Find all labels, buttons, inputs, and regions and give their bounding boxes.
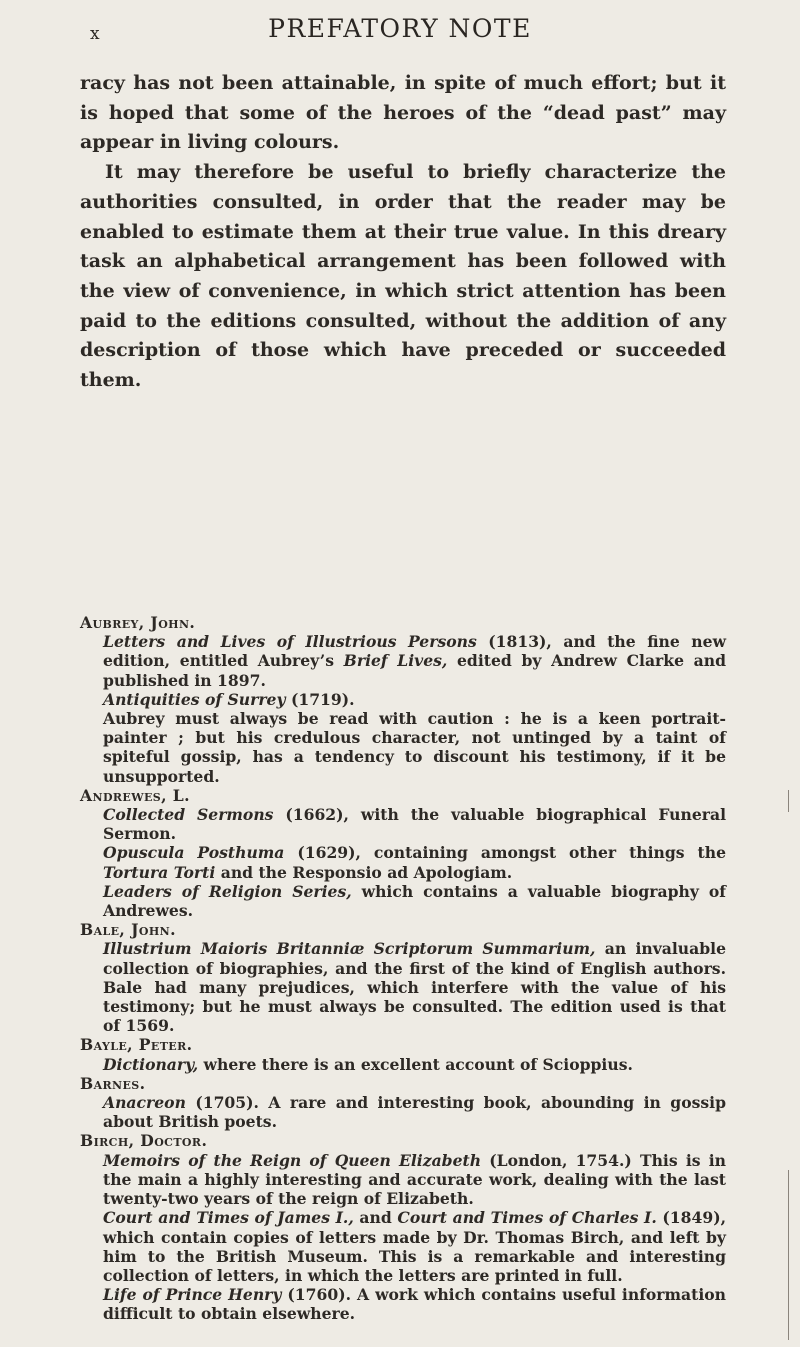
work-text: which contains a valuable biography of Andrewes. <box>103 881 727 921</box>
work-title: Memoirs of the Reign of Queen Elizabeth <box>103 1150 482 1170</box>
work-description <box>80 805 726 843</box>
work-title: Letters and Lives of Illustrious Persons <box>103 632 477 652</box>
work-title: Antiquities of Surrey <box>103 689 286 709</box>
intro-paragraph-1: racy has not been attainable, in spite of much effort; but it is hoped that some of the heroes of the “dead past” may appear in living colours. <box>80 72 726 154</box>
work-text: (1629), containing amongst other things the <box>284 843 726 863</box>
work-description <box>80 882 726 920</box>
work-text: where there is an excellent account of Scioppius. <box>198 1054 633 1074</box>
work-description <box>80 632 726 690</box>
margin-mark <box>788 790 789 812</box>
work-description <box>80 1093 726 1131</box>
authority-entry <box>80 920 726 1035</box>
work-description <box>80 1208 726 1285</box>
authority-entry <box>80 1035 726 1073</box>
work-description <box>80 1055 726 1074</box>
work-title: Court and Times of Charles I. <box>397 1208 657 1228</box>
work-description <box>80 1285 726 1323</box>
work-text: an invaluable collection of biographies, and the first of the kind of English authors. Bale had many prejudices, which interfere with the value of his testimony; but he must always be consulted. The edition used is that of 1569. <box>103 939 726 1036</box>
authority-entry <box>80 1131 726 1323</box>
page-header <box>0 14 800 54</box>
work-text: and the Responsio ad Apologiam. <box>215 862 513 882</box>
intro-text <box>80 69 726 396</box>
work-title: Brief Lives, <box>343 651 448 671</box>
author-name: Andrewes, L. <box>80 785 190 805</box>
work-text: (1662), with the valuable biographical Funeral Sermon. <box>103 805 727 844</box>
author-name: Barnes. <box>80 1073 146 1093</box>
running-title: PREFATORY NOTE <box>268 14 532 43</box>
page-edge-shadow <box>788 1170 789 1340</box>
work-text: and <box>353 1208 398 1228</box>
author-name: Bayle, Peter. <box>80 1035 193 1055</box>
authority-entry <box>80 1074 726 1132</box>
author-name: Birch, Doctor. <box>80 1131 208 1151</box>
author-name: Aubrey, John. <box>80 613 196 632</box>
work-text: (1813), and the fine new edition, entitled Aubrey’s <box>103 632 726 671</box>
authority-entry <box>80 786 726 920</box>
work-title: Life of Prince Henry <box>103 1285 282 1305</box>
authorities-list <box>80 613 726 1324</box>
work-title: Illustrium Maioris Britanniæ Scriptorum Summarium, <box>103 939 596 959</box>
work-text: (1719). <box>285 689 355 709</box>
work-title: Leaders of Religion Series, <box>103 881 352 901</box>
work-text: (1705). A rare and interesting book, abounding in gossip about British poets. <box>103 1093 726 1132</box>
work-text: Aubrey must always be read with caution : he is a keen portrait-painter ; but his credulous character, not untinged by a taint of spiteful gossip, has a tendency to discount his testimony, if it be unsupported. <box>103 709 726 786</box>
work-description <box>80 690 726 709</box>
work-description <box>80 709 726 786</box>
work-text: (1849), which contain copies of letters made by Dr. Thomas Birch, and left by him to the British Museum. This is a remarkable and interesting collection of letters, in which the letters are printed in full. <box>103 1208 727 1285</box>
work-title: Dictionary, <box>103 1054 199 1074</box>
work-text: edited by Andrew Clarke and published in 1897. <box>103 651 726 690</box>
work-title: Court and Times of James I., <box>103 1208 354 1228</box>
intro-paragraph-2: It may therefore be useful to briefly characterize the authorities consulted, in order that the reader may be enabled to estimate them at their true value. In this dreary task an alphabetical arrangement has been followed with the view of convenience, in which strict attention has been paid to the editions consulted, without the addition of any description of those which have preceded or succeeded them. <box>80 161 726 392</box>
authority-entry <box>80 613 726 786</box>
work-description <box>80 1151 726 1209</box>
work-description <box>80 939 726 1035</box>
work-title: Opuscula Posthuma <box>103 843 285 863</box>
work-title: Collected Sermons <box>103 805 274 825</box>
author-name: Bale, John. <box>80 920 176 940</box>
work-title: Tortura Torti <box>103 862 216 882</box>
work-text: (London, 1754.) This is in the main a highly interesting and accurate work, dealing with the last twenty-two years of the reign of Elizabeth. <box>103 1150 726 1209</box>
work-description <box>80 843 726 881</box>
page-number: x <box>90 24 101 44</box>
work-text: (1760). A work which contains useful information difficult to obtain elsewhere. <box>103 1285 726 1324</box>
work-title: Anacreon <box>103 1093 186 1113</box>
